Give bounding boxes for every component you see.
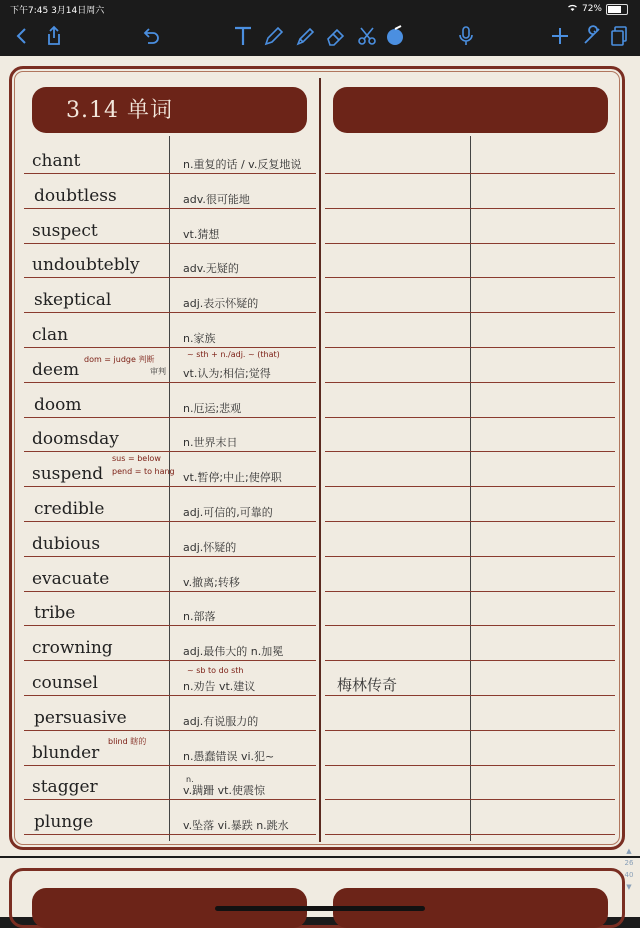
annotation-deem-usage: ~ sth + n./adj. ~ (that) (187, 350, 280, 359)
ruled-line-right (325, 799, 615, 800)
vocab-word: crowning (32, 638, 113, 658)
ruled-line-right (325, 277, 615, 278)
vocab-definition: adj.可信的,可靠的 (183, 506, 273, 519)
title-banner-right (333, 87, 608, 133)
vocab-definition: n.愚蠢错误 vi.犯~ (183, 750, 275, 763)
microphone-icon[interactable] (452, 22, 480, 50)
highlighter-icon[interactable] (291, 22, 319, 50)
pen-icon[interactable] (260, 22, 288, 50)
scroll-down-icon[interactable]: ▼ (626, 883, 632, 891)
notebook-page[interactable] (0, 56, 640, 856)
home-indicator (215, 906, 425, 911)
vocab-definition: adj.最伟大的 n.加冕 (183, 645, 284, 658)
annotation-suspend-root2: pend = to hang (112, 467, 175, 476)
battery-icon (606, 4, 628, 15)
vocab-definition: v.坠落 vi.暴跌 n.跳水 (183, 819, 289, 832)
ruled-line-right (325, 556, 615, 557)
vocab-word: skeptical (34, 290, 112, 310)
ruled-line-right (325, 486, 615, 487)
ruled-line-right (325, 834, 615, 835)
ruled-line-right (325, 625, 615, 626)
left-column-divider (169, 136, 170, 841)
vocab-word: evacuate (32, 569, 110, 589)
toolbar (0, 18, 640, 56)
ruled-line-right (325, 243, 615, 244)
ruled-line-left (24, 591, 316, 592)
vocab-definition: vt.认为;相信;觉得 (183, 367, 271, 380)
ruled-line-left (24, 799, 316, 800)
ruled-line-left (24, 730, 316, 731)
lasso-icon[interactable] (353, 22, 381, 50)
vocab-word: suspect (32, 221, 98, 241)
vocab-word: clan (32, 325, 69, 345)
ruled-line-left (24, 521, 316, 522)
center-divider (319, 78, 321, 842)
ruled-line-right (325, 417, 615, 418)
ruled-line-left (24, 243, 316, 244)
vocab-word: stagger (32, 777, 98, 797)
vocab-definition: n.重复的话 / v.反复地说 (183, 158, 302, 171)
ruled-line-right (325, 382, 615, 383)
page-current: 26 (624, 859, 634, 867)
ruled-line-left (24, 834, 316, 835)
scroll-up-icon[interactable]: ▲ (626, 847, 632, 855)
vocab-word: counsel (32, 673, 98, 693)
vocab-word: undoubtebly (32, 255, 140, 275)
ruled-line-right (325, 312, 615, 313)
annotation-stagger-extra: n. (186, 775, 194, 784)
right-column-divider (470, 136, 471, 841)
vocab-definition: adv.很可能地 (183, 193, 250, 206)
annotation-blunder-root: blind 瞎的 (108, 737, 147, 746)
vocab-word: doom (34, 395, 82, 415)
ruled-line-left (24, 277, 316, 278)
annotation-deem-root: dom = judge 判断 (84, 355, 155, 364)
pages-icon[interactable] (605, 22, 633, 50)
ruled-line-right (325, 730, 615, 731)
vocab-word: blunder (32, 743, 100, 763)
eraser-icon[interactable] (322, 22, 350, 50)
vocab-definition: adv.无疑的 (183, 262, 239, 275)
page-border (9, 66, 625, 850)
ruled-line-left (24, 208, 316, 209)
ruled-line-left (24, 765, 316, 766)
share-icon[interactable] (40, 22, 68, 50)
vocab-definition: n.厄运;悲观 (183, 402, 242, 415)
vocab-word: deem (32, 360, 80, 380)
vocab-definition: n.劝告 vt.建议 (183, 680, 256, 693)
vocab-definition: adj.有说服力的 (183, 715, 259, 728)
right-note: 梅林传奇 (337, 676, 398, 694)
annotation-suspend-root1: sus = below (112, 454, 161, 463)
vocab-word: doubtless (34, 186, 117, 206)
vocab-word: persuasive (34, 708, 127, 728)
wifi-icon (567, 3, 578, 15)
vocab-definition: adj.表示怀疑的 (183, 297, 259, 310)
battery-percent: 72% (581, 4, 602, 14)
text-tool-icon[interactable] (229, 22, 257, 50)
vocab-definition: v.撤离;转移 (183, 576, 240, 589)
ruled-line-left (24, 451, 316, 452)
vocab-word: plunge (34, 812, 94, 832)
vocab-word: doomsday (32, 429, 119, 449)
annotation-deem-root2: 审判 (150, 367, 166, 376)
ruled-line-right (325, 521, 615, 522)
vocab-definition: n.部落 (183, 610, 216, 623)
add-page-icon[interactable] (546, 22, 574, 50)
title-banner-left (32, 87, 307, 133)
vocab-word: suspend (32, 464, 104, 484)
ruled-line-right (325, 451, 615, 452)
vocab-definition: vt.暂停;中止;使停职 (183, 471, 282, 484)
vocab-word: chant (32, 151, 81, 171)
ruled-line-right (325, 695, 615, 696)
vocab-word: dubious (32, 534, 101, 554)
status-right (567, 3, 628, 15)
page-scroller[interactable] (622, 845, 636, 900)
ruled-line-left (24, 173, 316, 174)
ruled-line-left (24, 660, 316, 661)
vocab-definition: adj.怀疑的 (183, 541, 237, 554)
vocab-definition: n.家族 (183, 332, 216, 345)
ruled-line-right (325, 173, 615, 174)
status-bar (0, 0, 640, 18)
undo-icon[interactable] (136, 22, 164, 50)
ruled-line-left (24, 625, 316, 626)
ruled-line-left (24, 417, 316, 418)
vocab-word: tribe (34, 603, 76, 623)
vocab-definition: n.世界末日 (183, 436, 238, 449)
ruled-line-left (24, 382, 316, 383)
ruled-line-right (325, 765, 615, 766)
annotation-counsel-usage: ~ sb to do sth (187, 666, 244, 675)
page-total: 40 (624, 871, 634, 879)
ruled-line-left (24, 486, 316, 487)
ruled-line-left (24, 695, 316, 696)
page-title: 3.14 单词 (66, 98, 173, 123)
ruled-line-left (24, 556, 316, 557)
ruled-line-right (325, 660, 615, 661)
ruled-line-right (325, 347, 615, 348)
vocab-definition: vt.猜想 (183, 228, 220, 241)
status-time-date: 下午7:45 3月14日周六 (10, 6, 105, 16)
ruled-line-left (24, 312, 316, 313)
color-picker-icon[interactable] (381, 22, 409, 50)
settings-icon[interactable] (577, 22, 605, 50)
ruled-line-right (325, 591, 615, 592)
ruled-line-right (325, 208, 615, 209)
ruled-line-left (24, 347, 316, 348)
back-icon[interactable] (8, 22, 36, 50)
vocab-word: credible (34, 499, 105, 519)
vocab-definition: v.蹒跚 vt.使震惊 (183, 784, 265, 797)
